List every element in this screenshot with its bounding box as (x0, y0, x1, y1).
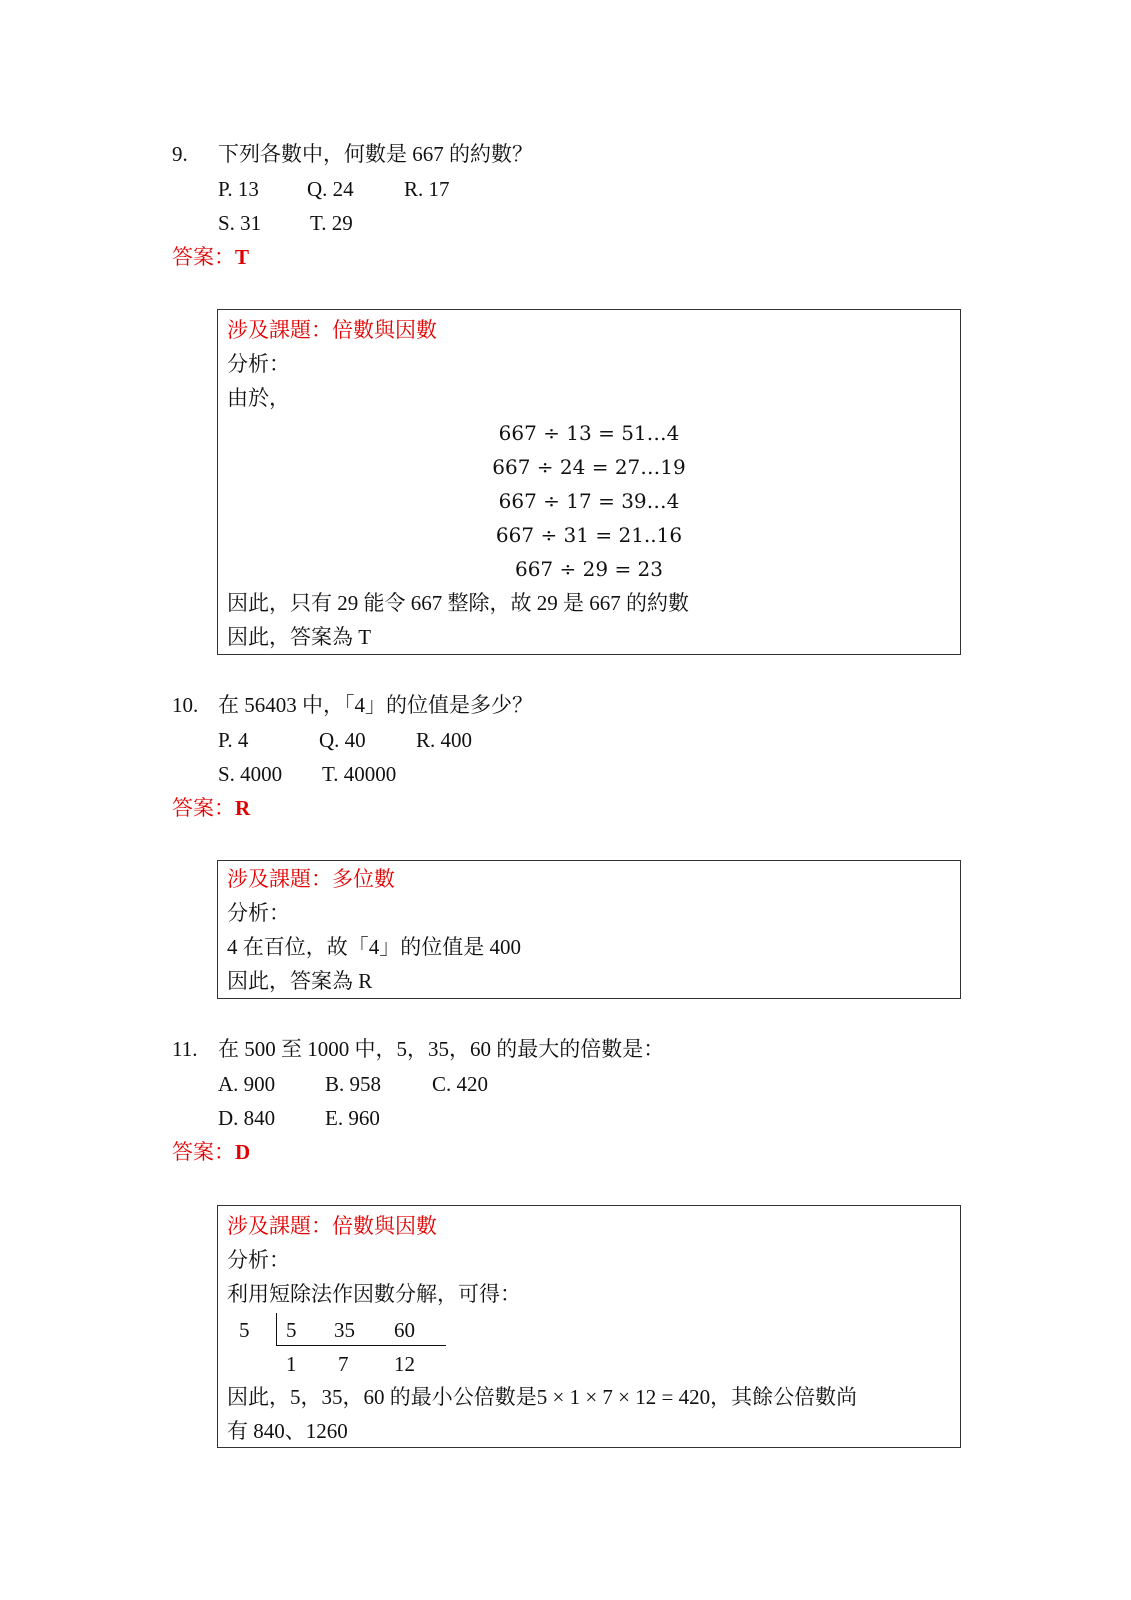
q11-option-c: C. 420 (432, 1072, 489, 1096)
short-division-table (218, 1311, 518, 1381)
q9-option-t: T. 29 (310, 211, 353, 235)
q9-equation-5: 667 ÷ 29 = 23 (514, 557, 664, 581)
division-quotient-3: 12 (394, 1352, 415, 1376)
q9-equation-3: 667 ÷ 17 = 39…4 (498, 489, 680, 513)
q11-answer-label: 答案： (172, 1140, 235, 1164)
q11-topic: 涉及課題：倍數與因數 (227, 1214, 437, 1238)
q10-answer (172, 791, 250, 825)
division-quotient-2: 7 (338, 1352, 349, 1376)
division-dividend-1: 5 (286, 1318, 297, 1342)
q10-number: 10. (172, 693, 199, 717)
q9-question: 下列各數中，何數是 667 的約數？ (218, 142, 533, 166)
q10-line-2: 因此，答案為 R (227, 969, 373, 993)
q9-analysis-box (217, 309, 961, 655)
q11-option-a: A. 900 (218, 1072, 276, 1096)
q9-answer (172, 240, 249, 274)
division-divisor: 5 (239, 1318, 250, 1342)
q11-intro: 利用短除法作因數分解，可得： (227, 1282, 521, 1306)
division-horizontal-bar (276, 1345, 446, 1346)
division-quotient-1: 1 (286, 1352, 297, 1376)
q10-topic: 涉及課題：多位數 (227, 867, 395, 891)
q11-option-e: E. 960 (325, 1106, 380, 1130)
q9-answer-value: T (235, 245, 250, 269)
q11-option-d: D. 840 (218, 1106, 276, 1130)
q9-intro: 由於， (227, 386, 290, 410)
q11-analysis-label: 分析： (227, 1248, 290, 1272)
q11-analysis-box (217, 1205, 961, 1448)
q9-equation-4: 667 ÷ 31 = 21..16 (495, 523, 683, 547)
q10-question: 在 56403 中，「4」的位值是多少？ (218, 693, 533, 717)
q9-equation-2: 667 ÷ 24 = 27…19 (492, 455, 686, 479)
q10-analysis-box (217, 860, 961, 999)
q11-answer (172, 1135, 250, 1169)
q10-analysis-label: 分析： (227, 901, 290, 925)
q11-conclusion-1: 因此，5，35，60 的最小公倍數是5 × 1 × 7 × 12 = 420，其餘公倍數尚 (227, 1385, 858, 1409)
division-dividend-3: 60 (394, 1318, 415, 1342)
q10-option-q: Q. 40 (319, 728, 366, 752)
q9-option-q: Q. 24 (307, 177, 354, 201)
q11-conclusion-2: 有 840、1260 (227, 1419, 348, 1443)
q9-answer-label: 答案： (172, 245, 235, 269)
q11-question: 在 500 至 1000 中，5，35，60 的最大的倍數是： (218, 1037, 665, 1061)
q10-option-s: S. 4000 (218, 762, 283, 786)
q10-option-p: P. 4 (218, 728, 249, 752)
q10-answer-label: 答案： (172, 796, 235, 820)
q9-equation-1: 667 ÷ 13 = 51…4 (498, 421, 680, 445)
q10-line-1: 4 在百位，故「4」的位值是 400 (227, 935, 521, 959)
q9-topic: 涉及課題：倍數與因數 (227, 318, 437, 342)
q10-option-t: T. 40000 (322, 762, 397, 786)
q9-number: 9. (172, 142, 188, 166)
q9-analysis-label: 分析： (227, 352, 290, 376)
q10-option-r: R. 400 (416, 728, 473, 752)
q9-option-p: P. 13 (218, 177, 259, 201)
q9-option-r: R. 17 (404, 177, 450, 201)
q10-answer-value: R (235, 796, 251, 820)
division-vertical-bar (276, 1313, 277, 1345)
q11-answer-value: D (235, 1140, 251, 1164)
q11-number: 11. (172, 1037, 198, 1061)
q11-option-b: B. 958 (325, 1072, 382, 1096)
division-dividend-2: 35 (334, 1318, 355, 1342)
q9-conclusion-1: 因此，只有 29 能令 667 整除，故 29 是 667 的約數 (227, 591, 689, 615)
q9-option-s: S. 31 (218, 211, 262, 235)
q9-conclusion-2: 因此，答案為 T (227, 625, 372, 649)
